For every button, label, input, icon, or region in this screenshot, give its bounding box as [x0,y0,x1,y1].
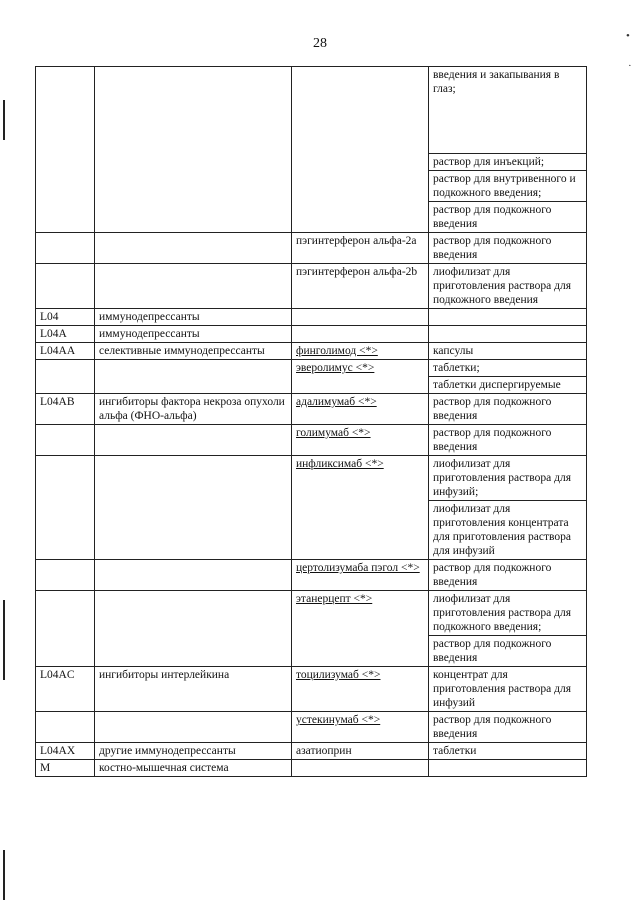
atc-code-cell [36,425,95,456]
atc-code-cell [36,360,95,394]
page-number: 28 [313,36,327,51]
form-cell: таблетки диспергируемые [429,377,587,394]
medication-table [35,66,587,777]
atc-code-cell: L04 [36,309,95,326]
drug-cell: устекинумаб <*> [292,712,429,743]
drug-cell: цертолизумаба пэгол <*> [292,560,429,591]
form-cell: концентрат для приготовления раствора для инфузий [429,667,587,712]
group-cell [95,360,292,394]
table-row [36,326,587,343]
form-cell: капсулы [429,343,587,360]
atc-code-cell: L04AB [36,394,95,425]
form-cell [429,326,587,343]
table-row [36,343,587,360]
atc-code-cell: L04AA [36,343,95,360]
drug-cell [292,67,429,233]
group-cell: другие иммунодепрессанты [95,743,292,760]
group-cell [95,591,292,667]
drug-cell [292,326,429,343]
drug-cell [292,309,429,326]
form-cell: лиофилизат для приготовления раствора для подкожного введения [429,264,587,309]
form-cell: лиофилизат для приготовления концентрата для приготовления раствора для инфузий [429,501,587,560]
group-cell [95,67,292,233]
group-cell: селективные иммунодепрессанты [95,343,292,360]
form-cell: таблетки; [429,360,587,377]
table-row [36,712,587,743]
table-row [36,394,587,425]
table-row [36,560,587,591]
atc-code-cell [36,712,95,743]
group-cell [95,425,292,456]
atc-code-cell [36,591,95,667]
scan-margin-mark [3,600,5,680]
form-cell: раствор для подкожного введения [429,233,587,264]
atc-code-cell [36,233,95,264]
atc-code-cell [36,560,95,591]
table-row [36,233,587,264]
form-cell: раствор для подкожного введения [429,636,587,667]
table-row [36,591,587,636]
group-cell: иммунодепрессанты [95,326,292,343]
form-cell: раствор для подкожного введения [429,560,587,591]
group-cell [95,560,292,591]
form-cell: раствор для подкожного введения [429,712,587,743]
group-cell [95,456,292,560]
form-cell: раствор для подкожного введения [429,425,587,456]
table-row [36,425,587,456]
drug-cell: тоцилизумаб <*> [292,667,429,712]
table-row [36,456,587,501]
table-row [36,309,587,326]
form-cell: введения и закапывания в глаз; [429,67,587,154]
drug-cell: эверолимус <*> [292,360,429,394]
drug-cell: финголимод <*> [292,343,429,360]
scan-speck: • [626,30,630,42]
form-cell: раствор для подкожного введения [429,202,587,233]
atc-code-cell: L04AX [36,743,95,760]
drug-cell: голимумаб <*> [292,425,429,456]
scan-margin-mark [3,100,5,140]
atc-code-cell [36,264,95,309]
drug-cell: адалимумаб <*> [292,394,429,425]
group-cell [95,233,292,264]
form-cell: таблетки [429,743,587,760]
atc-code-cell: L04AC [36,667,95,712]
scan-margin-mark [3,850,5,900]
drug-cell: пэгинтерферон альфа-2a [292,233,429,264]
group-cell: ингибиторы фактора некроза опухоли альфа (ФНО-альфа) [95,394,292,425]
atc-code-cell: L04A [36,326,95,343]
atc-code-cell [36,67,95,233]
drug-cell: инфликсимаб <*> [292,456,429,560]
atc-code-cell [36,456,95,560]
drug-cell: азатиоприн [292,743,429,760]
table-row [36,743,587,760]
group-cell [95,712,292,743]
group-cell [95,264,292,309]
group-cell: ингибиторы интерлейкина [95,667,292,712]
table-row [36,667,587,712]
form-cell: лиофилизат для приготовления раствора для инфузий; [429,456,587,501]
atc-code-cell: M [36,760,95,777]
table-row [36,360,587,377]
form-cell: раствор для подкожного введения [429,394,587,425]
group-cell: иммунодепрессанты [95,309,292,326]
form-cell: лиофилизат для приготовления раствора для подкожного введения; [429,591,587,636]
table-row [36,67,587,154]
form-cell: раствор для инъекций; [429,154,587,171]
table-row [36,264,587,309]
form-cell: раствор для внутривенного и подкожного введения; [429,171,587,202]
drug-cell: пэгинтерферон альфа-2b [292,264,429,309]
group-cell: костно-мышечная система [95,760,292,777]
form-cell [429,760,587,777]
table-row [36,760,587,777]
form-cell [429,309,587,326]
scan-speck: · [628,60,632,72]
drug-cell [292,760,429,777]
drug-cell: этанерцепт <*> [292,591,429,667]
